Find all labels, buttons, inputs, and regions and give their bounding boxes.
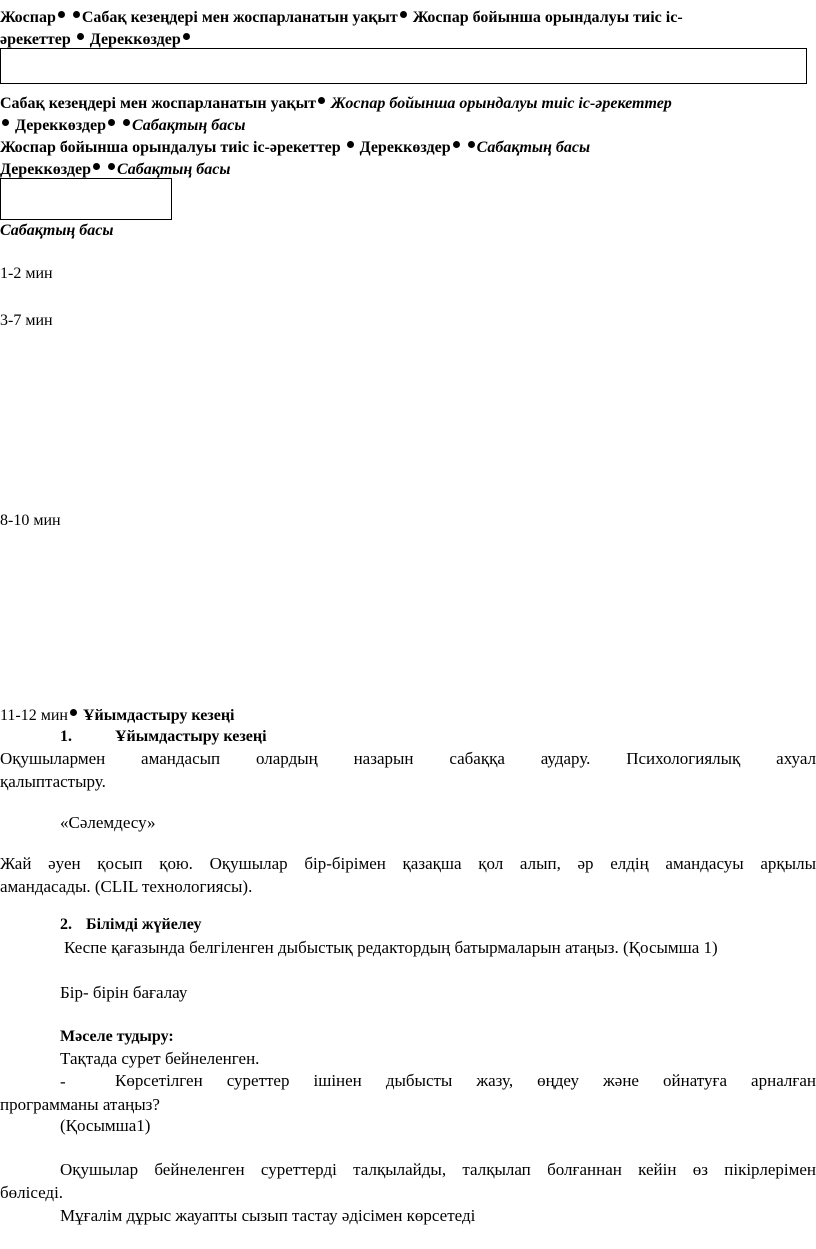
bullet-icon bbox=[93, 163, 100, 170]
board-text: Тақтада сурет бейнеленген. bbox=[60, 1049, 260, 1068]
question-dash: - bbox=[60, 1072, 66, 1091]
org-heading-inline: Ұйымдастыру кезеңі bbox=[82, 707, 235, 724]
greeting-title: «Сәлемдесу» bbox=[60, 813, 156, 832]
header-line-1 bbox=[0, 10, 683, 26]
problem-heading: Мәселе тудыру: bbox=[60, 1028, 174, 1045]
greet-line-2: қалыптастыру. bbox=[0, 772, 106, 791]
block2-stage-3: Сабақтың басы bbox=[116, 161, 231, 178]
block2-line-1 bbox=[0, 96, 672, 112]
question-line-1: Көрсетілген суреттер ішінен дыбысты жазу, өңдеу және ойнатуға арналған bbox=[115, 1071, 816, 1090]
teacher-text: Мұғалім дұрыс жауапты сызып тастау әдісімен көрсетеді bbox=[60, 1206, 476, 1225]
time-1: 1-2 мин bbox=[0, 265, 53, 282]
bullet-icon bbox=[123, 119, 130, 126]
header-plan: Жоспар bbox=[0, 9, 56, 26]
discuss-line-1: Оқушылар бейнеленген суреттерді талқылайды, талқылап болғаннан кейін өз пікірлерімен bbox=[60, 1160, 816, 1179]
header-actions-cont: әрекеттер bbox=[0, 31, 71, 48]
org-number: 1. bbox=[60, 728, 72, 745]
discuss-line-2: бөліседі. bbox=[0, 1183, 64, 1202]
header-line-2 bbox=[0, 32, 192, 48]
bullet-icon bbox=[70, 709, 77, 716]
time-3: 8-10 мин bbox=[0, 512, 61, 529]
empty-table-row bbox=[0, 48, 807, 84]
block2-line-3 bbox=[0, 140, 590, 156]
question-line-2: программаны атаңыз? bbox=[0, 1095, 160, 1114]
block2-sources-3: Дереккөздер bbox=[0, 161, 91, 178]
know-number: 2. bbox=[60, 916, 72, 933]
block2-actions-2: Жоспар бойынша орындалуы тиіс іс-әрекеттер bbox=[0, 139, 341, 156]
greet-line-1: Оқушылармен амандасып олардың назарын сабаққа аудару. Психологиялық ахуал bbox=[0, 749, 816, 768]
bullet-icon bbox=[108, 163, 115, 170]
bullet-icon bbox=[183, 33, 190, 40]
time-4: 11-12 мин bbox=[0, 707, 68, 724]
bullet-icon bbox=[318, 97, 325, 104]
block2-line-2 bbox=[0, 118, 245, 134]
cluster-task: Кеспе қағазында белгіленген дыбыстық редактордың батырмаларын атаңыз. (Қосымша 1) bbox=[64, 938, 718, 957]
org-heading: Ұйымдастыру кезеңі bbox=[115, 728, 267, 745]
bullet-icon bbox=[2, 119, 9, 126]
bullet-icon bbox=[77, 33, 84, 40]
music-line-1: Жай әуен қосып қою. Оқушылар бір-бірімен қазақша қол алып, әр елдің амандасуы арқылы bbox=[0, 854, 816, 873]
header-stages: Сабақ кезеңдері мен жоспарланатын уақыт bbox=[81, 9, 398, 26]
bullet-icon bbox=[347, 141, 354, 148]
bullet-icon bbox=[400, 11, 407, 18]
block2-sources: Дереккөздер bbox=[15, 117, 106, 134]
block2-sources-2: Дереккөздер bbox=[359, 139, 451, 156]
header-sources: Дереккөздер bbox=[89, 31, 181, 48]
block2-stage-2: Сабақтың басы bbox=[476, 139, 591, 156]
block2-line-4 bbox=[0, 162, 230, 178]
stage-title: Сабақтың басы bbox=[0, 222, 114, 239]
block2-stages: Сабақ кезеңдері мен жоспарланатын уақыт bbox=[0, 95, 316, 112]
bullet-icon bbox=[468, 141, 475, 148]
empty-cell-box bbox=[0, 178, 172, 220]
bullet-icon bbox=[73, 11, 80, 18]
appendix-note: (Қосымша1) bbox=[60, 1116, 151, 1135]
bullet-icon bbox=[58, 11, 65, 18]
block2-stage: Сабақтың басы bbox=[131, 117, 246, 134]
time-2: 3-7 мин bbox=[0, 312, 53, 329]
music-line-2: амандасады. (CLIL технологиясы). bbox=[0, 877, 253, 896]
bullet-icon bbox=[108, 119, 115, 126]
peer-eval: Бір- бірін бағалау bbox=[60, 983, 188, 1002]
time-4-line bbox=[0, 708, 235, 724]
know-heading: Білімді жүйелеу bbox=[86, 916, 202, 933]
bullet-icon bbox=[453, 141, 460, 148]
block2-actions: Жоспар бойынша орындалуы тиіс іс-әрекеттер bbox=[330, 95, 672, 112]
header-actions: Жоспар бойынша орындалуы тиіс іс- bbox=[412, 9, 683, 26]
